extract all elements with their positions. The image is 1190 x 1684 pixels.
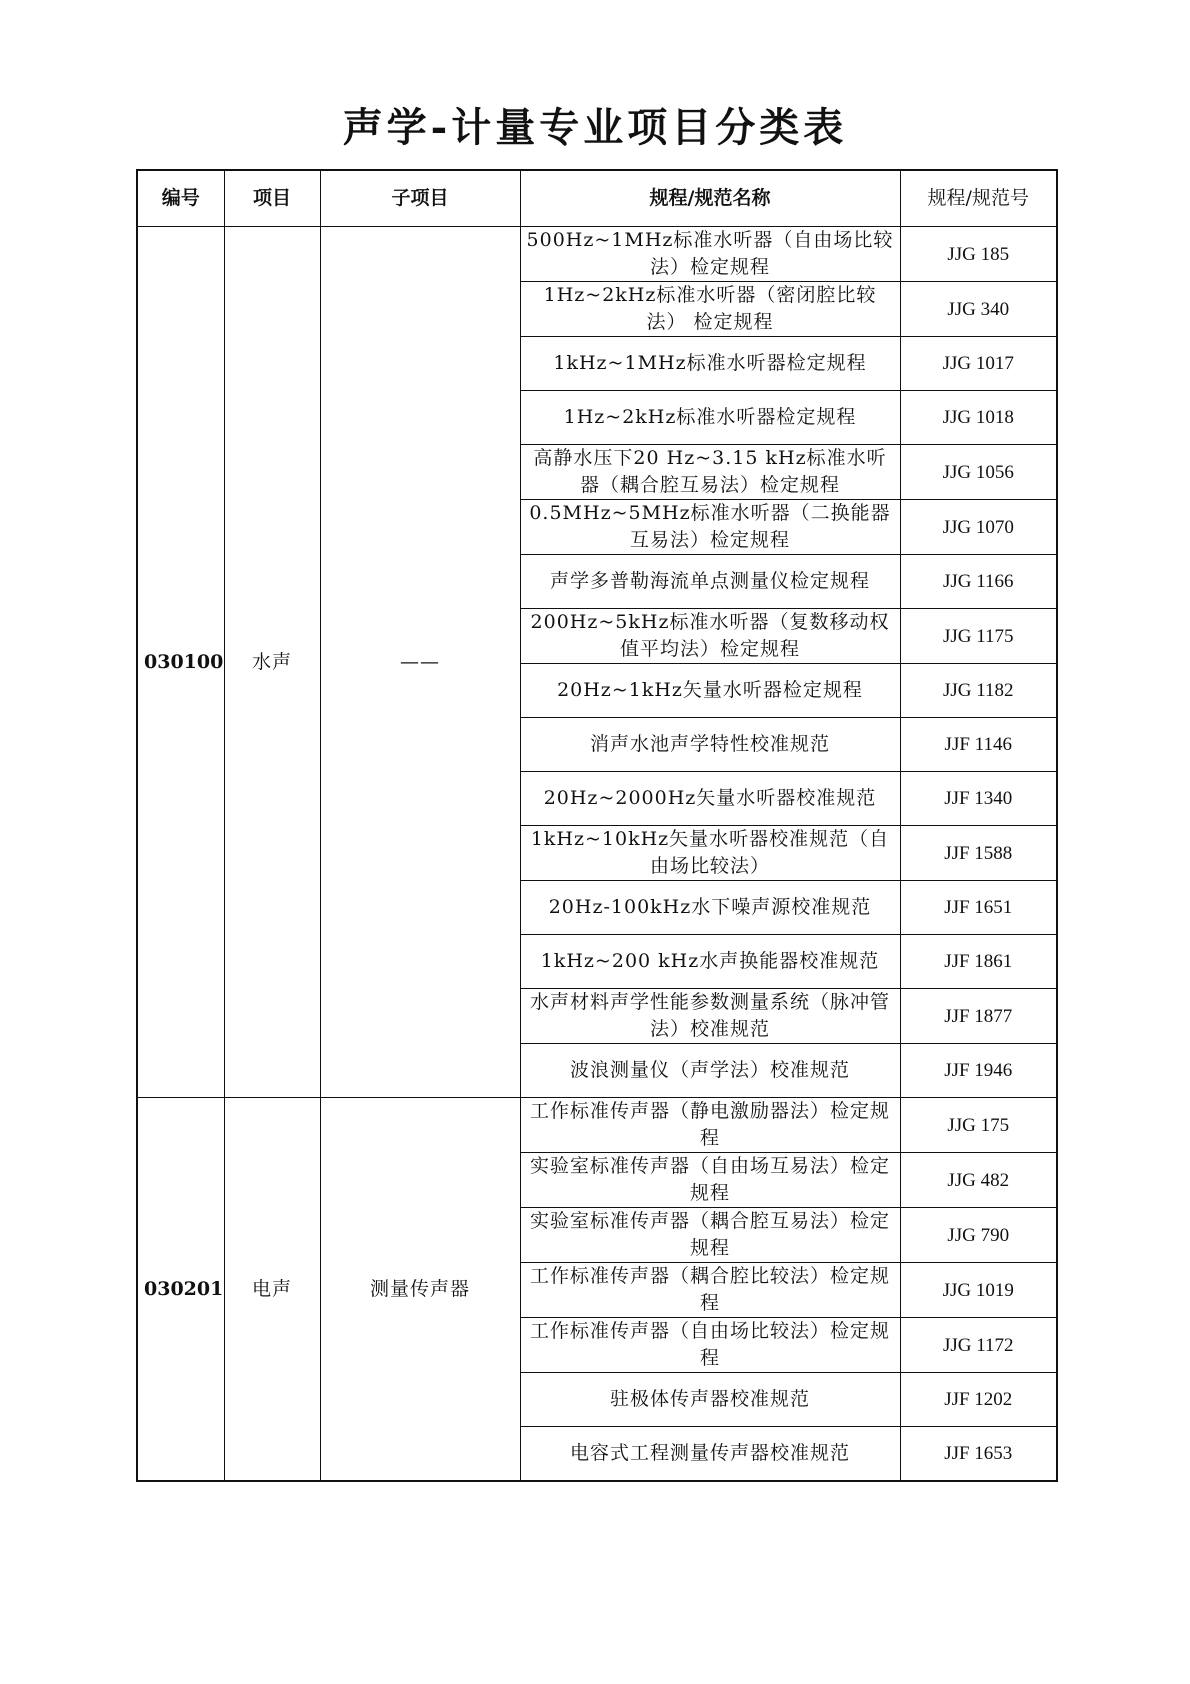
standard-number: JJG 1175 [900, 609, 1057, 664]
standard-number: JJG 1182 [900, 664, 1057, 718]
header-number: 规程/规范号 [900, 170, 1057, 227]
standard-name: 20Hz~1kHz矢量水听器检定规程 [520, 664, 900, 718]
table-body [137, 227, 1057, 1482]
standard-name: 工作标准传声器（静电激励器法）检定规程 [520, 1098, 900, 1153]
group-code: 030201 [137, 1098, 224, 1482]
standard-name: 500Hz~1MHz标准水听器（自由场比较法）检定规程 [520, 227, 900, 282]
standard-number: JJG 1019 [900, 1263, 1057, 1318]
standard-number: JJG 790 [900, 1208, 1057, 1263]
group-subitem: —— [320, 227, 520, 1098]
standard-name: 波浪测量仪（声学法）校准规范 [520, 1044, 900, 1098]
standard-name: 驻极体传声器校准规范 [520, 1373, 900, 1427]
standard-name: 1kHz~10kHz矢量水听器校准规范（自由场比较法） [520, 826, 900, 881]
standard-number: JJG 1017 [900, 337, 1057, 391]
page-title: 声学-计量专业项目分类表 [342, 104, 848, 151]
standard-name: 200Hz~5kHz标准水听器（复数移动权值平均法）检定规程 [520, 609, 900, 664]
standard-number: JJG 1018 [900, 391, 1057, 445]
classification-table [136, 169, 1058, 1482]
standard-number: JJG 185 [900, 227, 1057, 282]
standard-name: 1Hz~2kHz标准水听器检定规程 [520, 391, 900, 445]
standard-number: JJF 1861 [900, 935, 1057, 989]
group-code: 030100 [137, 227, 224, 1098]
table-row [137, 1098, 1057, 1153]
standard-name: 工作标准传声器（自由场比较法）检定规程 [520, 1318, 900, 1373]
standard-number: JJG 340 [900, 282, 1057, 337]
standard-name: 高静水压下20 Hz~3.15 kHz标准水听器（耦合腔互易法）检定规程 [520, 445, 900, 500]
standard-name: 消声水池声学特性校准规范 [520, 718, 900, 772]
standard-number: JJF 1877 [900, 989, 1057, 1044]
standard-number: JJF 1588 [900, 826, 1057, 881]
group-subitem: 测量传声器 [320, 1098, 520, 1482]
standard-number: JJG 175 [900, 1098, 1057, 1153]
standard-number: JJF 1146 [900, 718, 1057, 772]
standard-name: 20Hz~2000Hz矢量水听器校准规范 [520, 772, 900, 826]
standard-number: JJF 1202 [900, 1373, 1057, 1427]
standard-name: 20Hz-100kHz水下噪声源校准规范 [520, 881, 900, 935]
standard-name: 工作标准传声器（耦合腔比较法）检定规程 [520, 1263, 900, 1318]
group-item: 水声 [224, 227, 320, 1098]
standard-name: 1kHz~200 kHz水声换能器校准规范 [520, 935, 900, 989]
standard-name: 0.5MHz~5MHz标准水听器（二换能器互易法）检定规程 [520, 500, 900, 555]
table-header-row [137, 170, 1057, 227]
standard-number: JJF 1651 [900, 881, 1057, 935]
standard-number: JJG 1166 [900, 555, 1057, 609]
header-item: 项目 [224, 170, 320, 227]
header-subitem: 子项目 [320, 170, 520, 227]
standard-name: 实验室标准传声器（自由场互易法）检定规程 [520, 1153, 900, 1208]
standard-name: 声学多普勒海流单点测量仪检定规程 [520, 555, 900, 609]
standard-name: 1Hz~2kHz标准水听器（密闭腔比较法） 检定规程 [520, 282, 900, 337]
standard-name: 电容式工程测量传声器校准规范 [520, 1427, 900, 1482]
table-row [137, 227, 1057, 282]
standard-name: 水声材料声学性能参数测量系统（脉冲管法）校准规范 [520, 989, 900, 1044]
standard-name: 1kHz~1MHz标准水听器检定规程 [520, 337, 900, 391]
header-code: 编号 [137, 170, 224, 227]
standard-name: 实验室标准传声器（耦合腔互易法）检定规程 [520, 1208, 900, 1263]
standard-number: JJF 1340 [900, 772, 1057, 826]
group-item: 电声 [224, 1098, 320, 1482]
standard-number: JJG 482 [900, 1153, 1057, 1208]
header-name: 规程/规范名称 [520, 170, 900, 227]
standard-number: JJG 1070 [900, 500, 1057, 555]
standard-number: JJF 1946 [900, 1044, 1057, 1098]
standard-number: JJG 1056 [900, 445, 1057, 500]
standard-number: JJF 1653 [900, 1427, 1057, 1482]
standard-number: JJG 1172 [900, 1318, 1057, 1373]
